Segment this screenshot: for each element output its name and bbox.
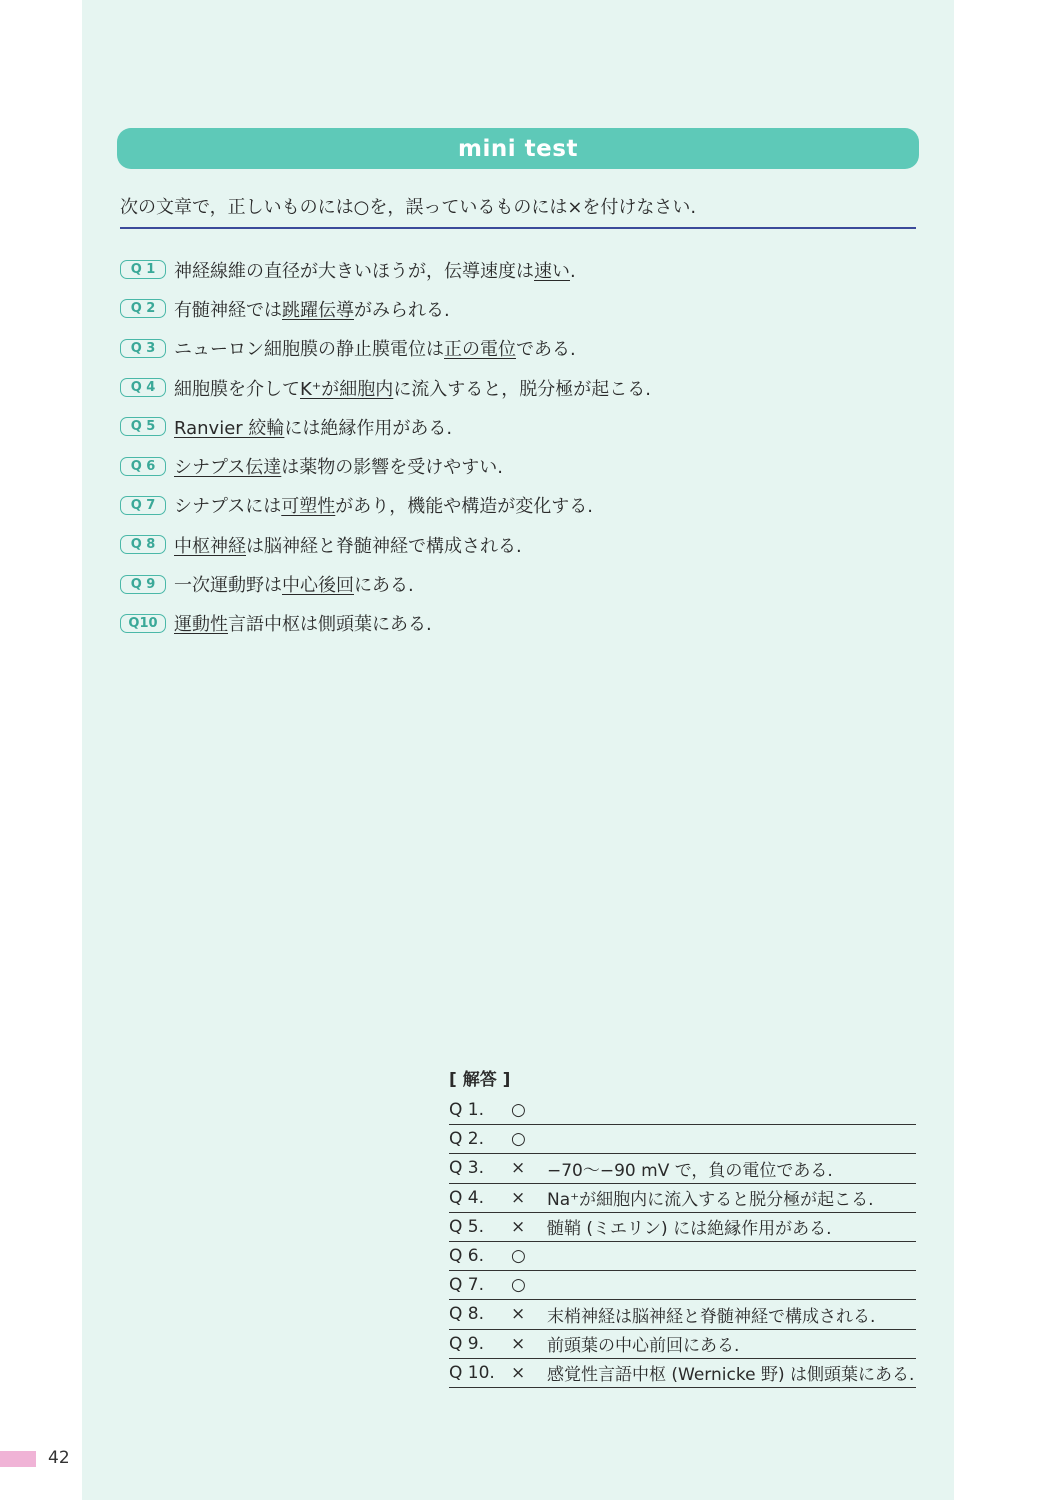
question-number-badge: Q 1 bbox=[120, 260, 166, 279]
answer-question-number: Q 2. bbox=[449, 1129, 485, 1150]
answer-row bbox=[449, 1359, 916, 1388]
question-text bbox=[174, 335, 576, 361]
underlined-keyword: 跳躍伝導 bbox=[282, 299, 354, 321]
question-text-segment: に流入すると，脱分極が起こる. bbox=[393, 378, 652, 400]
answer-mark: ○ bbox=[511, 1246, 526, 1267]
question-text bbox=[174, 571, 414, 597]
answer-explanation: 前頭葉の中心前回にある. bbox=[547, 1336, 740, 1357]
question-text bbox=[174, 375, 651, 401]
question-number-badge: Q 3 bbox=[120, 339, 166, 358]
question-text-segment: があり，機能や構造が変化する. bbox=[335, 496, 594, 518]
question-item bbox=[120, 604, 920, 643]
question-text-segment: 言語中枢は側頭葉にある. bbox=[228, 614, 432, 636]
underlined-keyword: シナプス伝達 bbox=[174, 457, 282, 479]
question-item bbox=[120, 368, 920, 407]
question-list bbox=[120, 250, 920, 643]
answer-row bbox=[449, 1213, 916, 1242]
answer-mark: × bbox=[511, 1304, 526, 1325]
answer-explanation: −70〜−90 mV で，負の電位である. bbox=[547, 1160, 833, 1181]
answer-question-number: Q 10. bbox=[449, 1362, 495, 1383]
answer-row bbox=[449, 1154, 916, 1183]
underlined-keyword: 速い bbox=[534, 260, 570, 282]
underlined-keyword: 中枢神経 bbox=[174, 535, 246, 557]
question-text bbox=[174, 296, 450, 322]
underlined-keyword: Ranvier 絞輪 bbox=[174, 417, 285, 439]
underlined-keyword: 中心後回 bbox=[282, 575, 354, 597]
answer-mark: ○ bbox=[511, 1275, 526, 1296]
underlined-keyword: 可塑性 bbox=[281, 496, 336, 518]
question-item bbox=[120, 525, 920, 564]
instruction-text: 次の文章で，正しいものには○を，誤っているものには×を付けなさい. bbox=[120, 196, 916, 229]
answer-table bbox=[449, 1096, 916, 1388]
answer-explanation: 末梢神経は脳神経と脊髄神経で構成される. bbox=[547, 1306, 876, 1327]
answer-row bbox=[449, 1300, 916, 1329]
answer-explanation: 髄鞘 (ミエリン) には絶縁作用がある. bbox=[547, 1219, 832, 1240]
answer-row bbox=[449, 1125, 916, 1154]
question-text-segment: シナプスには bbox=[174, 496, 282, 518]
answer-mark: × bbox=[511, 1158, 526, 1179]
answer-question-number: Q 6. bbox=[449, 1246, 485, 1267]
answer-row bbox=[449, 1330, 916, 1359]
question-number-badge: Q 5 bbox=[120, 417, 166, 436]
question-text bbox=[174, 414, 452, 440]
answer-question-number: Q 5. bbox=[449, 1216, 485, 1237]
answer-question-number: Q 9. bbox=[449, 1333, 485, 1354]
question-text bbox=[174, 532, 522, 558]
question-text-segment: である. bbox=[516, 339, 576, 361]
question-text-segment: ニューロン細胞膜の静止膜電位は bbox=[174, 339, 444, 361]
question-text-segment: . bbox=[570, 260, 576, 282]
answer-question-number: Q 8. bbox=[449, 1304, 485, 1325]
question-number-badge: Q 4 bbox=[120, 378, 166, 397]
answer-explanation: 感覚性言語中枢 (Wernicke 野) は側頭葉にある. bbox=[547, 1365, 915, 1386]
question-item bbox=[120, 564, 920, 603]
question-text-segment: 細胞膜を介して bbox=[174, 378, 300, 400]
answer-mark: × bbox=[511, 1187, 526, 1208]
answer-mark: × bbox=[511, 1333, 526, 1354]
question-number-badge: Q 7 bbox=[120, 496, 166, 515]
page-number: 42 bbox=[48, 1448, 70, 1468]
question-number-badge: Q 6 bbox=[120, 457, 166, 476]
question-number-badge: Q 9 bbox=[120, 575, 166, 594]
question-number-badge: Q 2 bbox=[120, 299, 166, 318]
underlined-keyword: K⁺が細胞内 bbox=[300, 378, 394, 400]
question-text-segment: には絶縁作用がある. bbox=[284, 417, 453, 439]
page-tab-marker bbox=[0, 1451, 36, 1467]
question-text bbox=[174, 492, 593, 518]
answer-mark: ○ bbox=[511, 1100, 526, 1121]
answer-row bbox=[449, 1242, 916, 1271]
question-item bbox=[120, 250, 920, 289]
answer-mark: × bbox=[511, 1362, 526, 1383]
question-text-segment: 一次運動野は bbox=[174, 575, 282, 597]
question-text-segment: にある. bbox=[354, 575, 414, 597]
question-text-segment: がみられる. bbox=[354, 299, 450, 321]
answer-question-number: Q 3. bbox=[449, 1158, 485, 1179]
question-number-badge: Q 8 bbox=[120, 535, 166, 554]
question-item bbox=[120, 329, 920, 368]
question-text bbox=[174, 257, 576, 283]
question-text-segment: 有髄神経では bbox=[174, 299, 282, 321]
underlined-keyword: 正の電位 bbox=[444, 339, 516, 361]
question-text-segment: は脳神経と脊髄神経で構成される. bbox=[246, 535, 522, 557]
question-text-segment: は薬物の影響を受けやすい. bbox=[281, 457, 504, 479]
answer-row bbox=[449, 1184, 916, 1213]
answer-row bbox=[449, 1271, 916, 1300]
question-text bbox=[174, 610, 432, 636]
question-number-badge: Q10 bbox=[120, 614, 166, 633]
underlined-keyword: 運動性 bbox=[174, 614, 228, 636]
answer-mark: × bbox=[511, 1216, 526, 1237]
answer-mark: ○ bbox=[511, 1129, 526, 1150]
question-text bbox=[174, 453, 503, 479]
banner-title: mini test bbox=[458, 135, 578, 162]
question-text-segment: 神経線維の直径が大きいほうが，伝導速度は bbox=[174, 260, 534, 282]
answer-row bbox=[449, 1096, 916, 1125]
question-item bbox=[120, 486, 920, 525]
question-item bbox=[120, 446, 920, 485]
answer-question-number: Q 7. bbox=[449, 1275, 485, 1296]
question-item bbox=[120, 289, 920, 328]
answer-question-number: Q 1. bbox=[449, 1100, 485, 1121]
answer-explanation: Na⁺が細胞内に流入すると脱分極が起こる. bbox=[547, 1190, 874, 1211]
answer-section bbox=[449, 1066, 916, 1388]
question-item bbox=[120, 407, 920, 446]
answer-question-number: Q 4. bbox=[449, 1187, 485, 1208]
answer-title: [ 解答 ] bbox=[449, 1070, 511, 1090]
mini-test-banner bbox=[117, 128, 919, 169]
